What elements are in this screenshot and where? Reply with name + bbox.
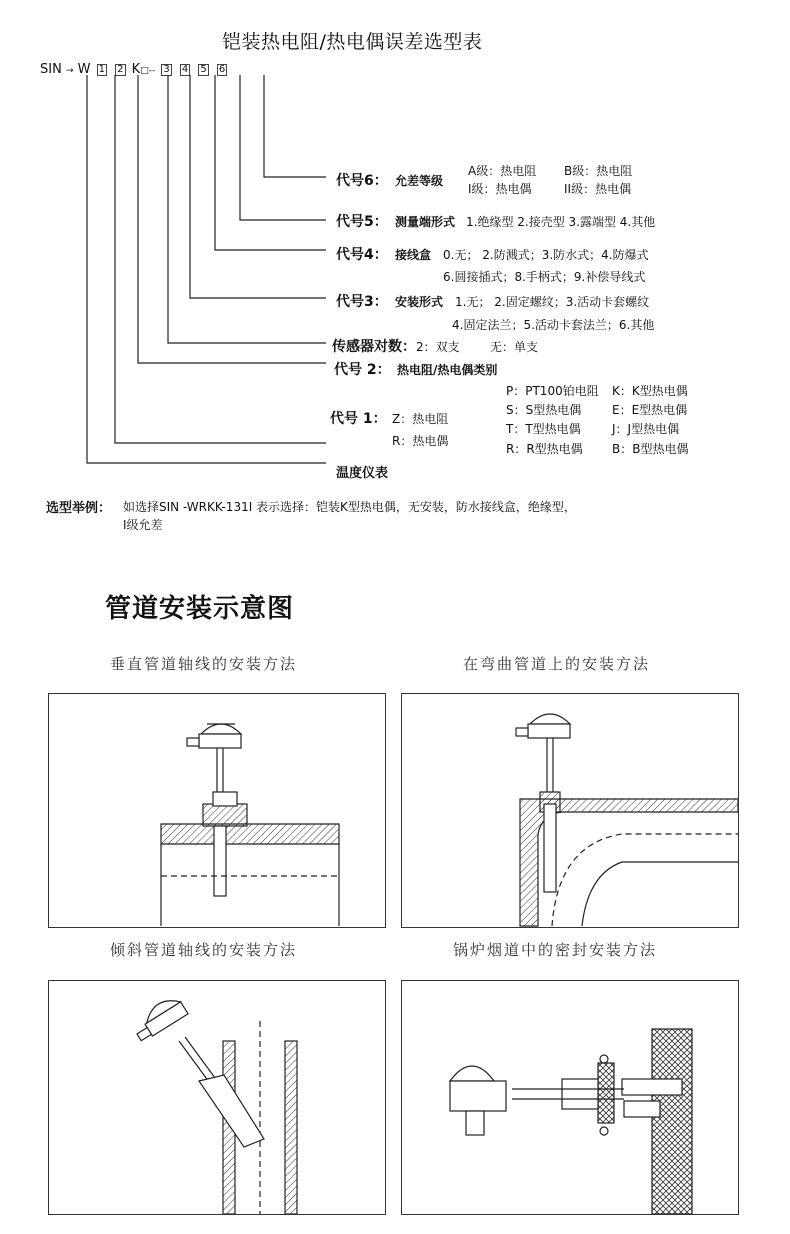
code2-label: 代号 2： [334, 362, 391, 378]
example-line1: 如选择SIN -WRKK-131I 表示选择：铠装K型热电偶，无安装，防水接线盒，绝缘型， [123, 500, 576, 514]
code2-type-s: S：S型热电偶 [506, 403, 582, 417]
code5-label: 代号5： [336, 214, 388, 230]
selection-bracket-lines [0, 0, 790, 560]
panel-inclined-pipe [48, 980, 386, 1215]
installation-title: 管道安装示意图 [105, 594, 295, 624]
selection-title: 铠装热电阻/热电偶误差选型表 [222, 31, 483, 53]
code4-title: 接线盒 [395, 248, 432, 262]
example-label: 选型举例： [46, 501, 112, 516]
code3-line2: 4.固定法兰；5.活动卡套法兰；6.其他 [452, 318, 655, 332]
code3-line1: 1.无； 2.固定螺纹；3.活动卡套螺纹 [455, 295, 650, 309]
vertical-pipe-drawing [49, 694, 385, 927]
code4-label: 代号4： [336, 247, 388, 263]
panel-caption-vertical: 垂直管道轴线的安装方法 [110, 655, 298, 673]
code1-z: Z：热电阻 [392, 412, 449, 426]
model-k: K [131, 62, 141, 77]
code6-label: 代号6： [336, 173, 388, 189]
panel-curved-pipe [401, 693, 739, 928]
code6-a: A级：热电阻 [468, 164, 537, 178]
boiler-flue-drawing [402, 981, 738, 1214]
code2-type-k: K：K型热电偶 [612, 384, 688, 398]
code2-type-r: R：R型热电偶 [506, 442, 583, 456]
code6-b: B级：热电阻 [564, 164, 633, 178]
inclined-pipe-drawing [49, 981, 385, 1214]
sensor-pairs-none: 无：单支 [490, 340, 539, 354]
code5-title: 测量端形式 [395, 215, 456, 229]
code2-type-t: T：T型热电偶 [506, 422, 581, 436]
model-box-3: 3 [163, 63, 170, 75]
model-arrow: → [65, 66, 74, 76]
code2-type-e: E：E型热电偶 [612, 403, 688, 417]
code1-label: 代号 1： [330, 411, 387, 427]
code4-line1: 0.无； 2.防溅式；3.防水式；4.防爆式 [443, 248, 649, 262]
code1-r: R：热电偶 [392, 434, 449, 448]
model-box-4: 4 [181, 63, 189, 75]
sensor-pairs-label: 传感器对数： [332, 339, 416, 355]
example-line2: I级允差 [123, 518, 163, 532]
panel-vertical-pipe [48, 693, 386, 928]
code6-i: I级：热电偶 [468, 182, 532, 196]
model-w: W [77, 62, 91, 77]
model-prefix: SIN [40, 62, 62, 77]
code6-ii: II级：热电偶 [564, 182, 632, 196]
code2-title: 热电阻/热电偶类别 [397, 363, 498, 377]
panel-caption-inclined: 倾斜管道轴线的安装方法 [110, 941, 298, 959]
model-box-5: 5 [200, 63, 207, 75]
model-box-2: 2 [117, 63, 124, 75]
code5-options: 1.绝缘型 2.接壳型 3.露端型 4.其他 [466, 215, 656, 229]
model-box-1: 1 [98, 63, 106, 75]
panel-caption-curved: 在弯曲管道上的安装方法 [463, 655, 651, 673]
model-box-6: 6 [218, 63, 226, 75]
code2-type-p: P：PT100铂电阻 [506, 384, 599, 398]
code4-line2: 6.圆接插式；8.手柄式；9.补偿导线式 [443, 270, 646, 284]
code6-title: 允差等级 [395, 174, 444, 188]
curved-pipe-drawing [402, 694, 738, 927]
model-code: SIN → W 1 2 K□-- 3 4 5 6 [40, 62, 226, 77]
panel-caption-boiler: 锅炉烟道中的密封安装方法 [453, 941, 658, 959]
sensor-pairs-two: 2：双支 [416, 340, 460, 354]
panel-boiler-flue [401, 980, 739, 1215]
code2-type-b: B：B型热电偶 [612, 442, 689, 456]
code3-label: 代号3： [336, 294, 388, 310]
code2-type-j: J：J型热电偶 [612, 422, 680, 436]
code3-title: 安装形式 [395, 295, 444, 309]
temp-instrument: 温度仪表 [336, 466, 389, 481]
